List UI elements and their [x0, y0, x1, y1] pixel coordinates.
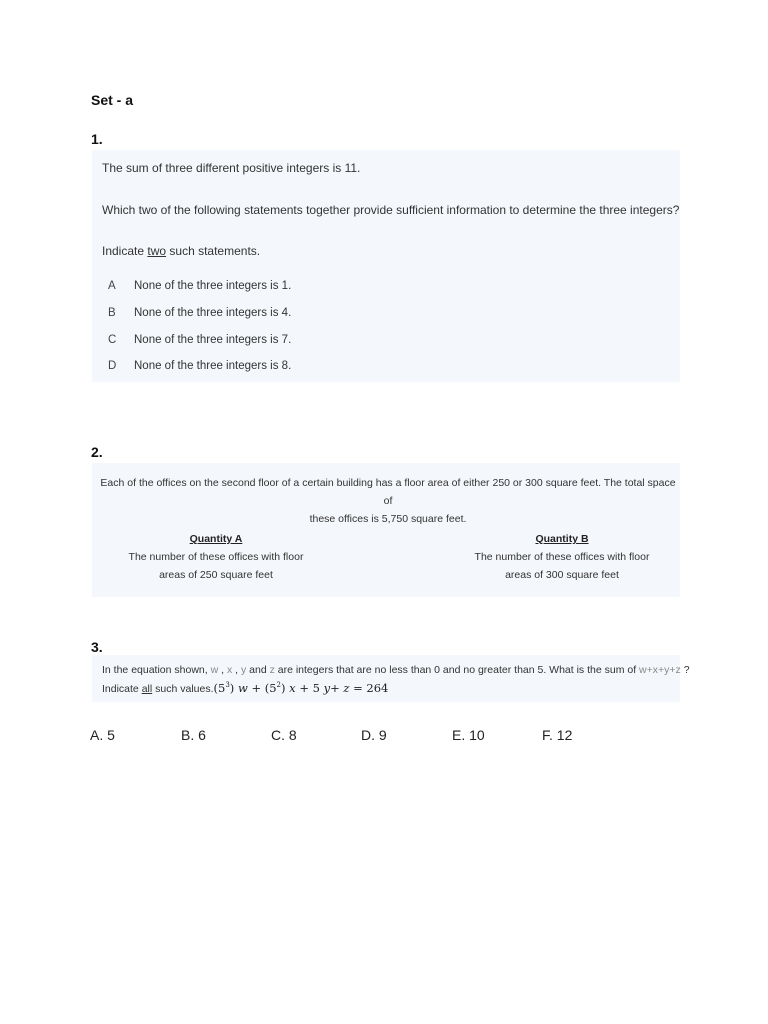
instruction-text: Indicate: [102, 244, 148, 258]
quantity-b: [452, 530, 672, 584]
question-1-instruction: [102, 244, 260, 258]
option-d[interactable]: [108, 360, 291, 372]
question-3-stem: [102, 664, 690, 676]
stem-text: ,: [218, 664, 227, 676]
stem-text: In the equation shown,: [102, 664, 211, 676]
answer-choice-f[interactable]: F. 12: [542, 727, 573, 743]
option-text: None of the three integers is 8.: [134, 360, 292, 372]
stem-line: these offices is 5,750 square feet.: [309, 513, 467, 525]
variable-y: y: [240, 664, 247, 676]
question-1-stem: The sum of three different positive integers is 11.: [102, 161, 361, 175]
instruction-text: such values.: [152, 683, 214, 695]
quantity-b-text: areas of 300 square feet: [505, 569, 619, 581]
sum-expression: w+x+y+z: [639, 664, 681, 676]
instruction-text: such statements.: [166, 244, 261, 258]
option-text: None of the three integers is 4.: [134, 307, 292, 319]
quantity-a-text: areas of 250 square feet: [159, 569, 273, 581]
question-2-panel: [92, 463, 680, 597]
stem-text: ,: [232, 664, 241, 676]
answer-choice-e[interactable]: E. 10: [452, 727, 485, 743]
instruction-emphasis: two: [147, 244, 167, 258]
option-letter: B: [108, 307, 116, 319]
equation-part: = 264: [349, 681, 389, 695]
equation-part: (5: [213, 681, 226, 695]
set-title: Set - a: [91, 92, 134, 108]
question-2-number: 2.: [91, 444, 103, 460]
stem-text: and: [246, 664, 270, 676]
instruction-text: Indicate: [102, 683, 142, 695]
equation-variable: z: [343, 681, 350, 695]
equation-part: + (5: [247, 681, 277, 695]
answer-choice-a[interactable]: A. 5: [90, 727, 115, 743]
variable-z: z: [269, 664, 275, 676]
question-3-number: 3.: [91, 639, 103, 655]
question-3-instruction: [102, 681, 388, 695]
option-c[interactable]: [108, 334, 291, 346]
answer-choice-d[interactable]: D. 9: [361, 727, 387, 743]
stem-text: ?: [680, 664, 690, 676]
equation-variable: x: [289, 681, 296, 695]
equation-variable: w: [237, 681, 248, 695]
stem-line: Each of the offices on the second floor of a certain building has a floor area of either 250 or 300 square feet. The total space of: [100, 477, 676, 507]
answer-choice-b[interactable]: B. 6: [181, 727, 206, 743]
option-letter: C: [108, 334, 117, 346]
equation: [214, 681, 389, 695]
quantity-a: [106, 530, 326, 584]
equation-part: +: [330, 681, 344, 695]
question-3-panel: [92, 655, 690, 702]
stem-text: are integers that are no less than 0 and no greater than 5. What is the sum of: [274, 664, 640, 676]
option-b[interactable]: [108, 307, 291, 319]
option-letter: A: [108, 280, 116, 292]
question-1-panel: [92, 150, 680, 382]
option-letter: D: [108, 360, 117, 372]
quantity-b-text: The number of these offices with floor: [474, 551, 650, 563]
variable-x: x: [226, 664, 233, 676]
instruction-emphasis: all: [141, 683, 153, 695]
option-a[interactable]: [108, 280, 291, 292]
quantity-a-text: The number of these offices with floor: [128, 551, 304, 563]
equation-part: ): [229, 681, 238, 695]
equation-variable: y: [323, 681, 331, 695]
question-1-prompt: Which two of the following statements together provide sufficient information to determine the three integers?: [102, 203, 680, 217]
option-text: None of the three integers is 1.: [134, 280, 292, 292]
equation-exponent: 3: [225, 681, 230, 690]
answer-choice-c[interactable]: C. 8: [271, 727, 297, 743]
option-text: None of the three integers is 7.: [134, 334, 292, 346]
question-2-stem: [100, 474, 676, 528]
quantity-a-heading: Quantity A: [189, 533, 243, 545]
question-1-number: 1.: [91, 131, 103, 147]
equation-part: + 5: [295, 681, 324, 695]
equation-part: ): [281, 681, 290, 695]
equation-exponent: 2: [276, 681, 282, 690]
quantity-b-heading: Quantity B: [535, 533, 589, 545]
variable-w: w: [210, 664, 219, 676]
